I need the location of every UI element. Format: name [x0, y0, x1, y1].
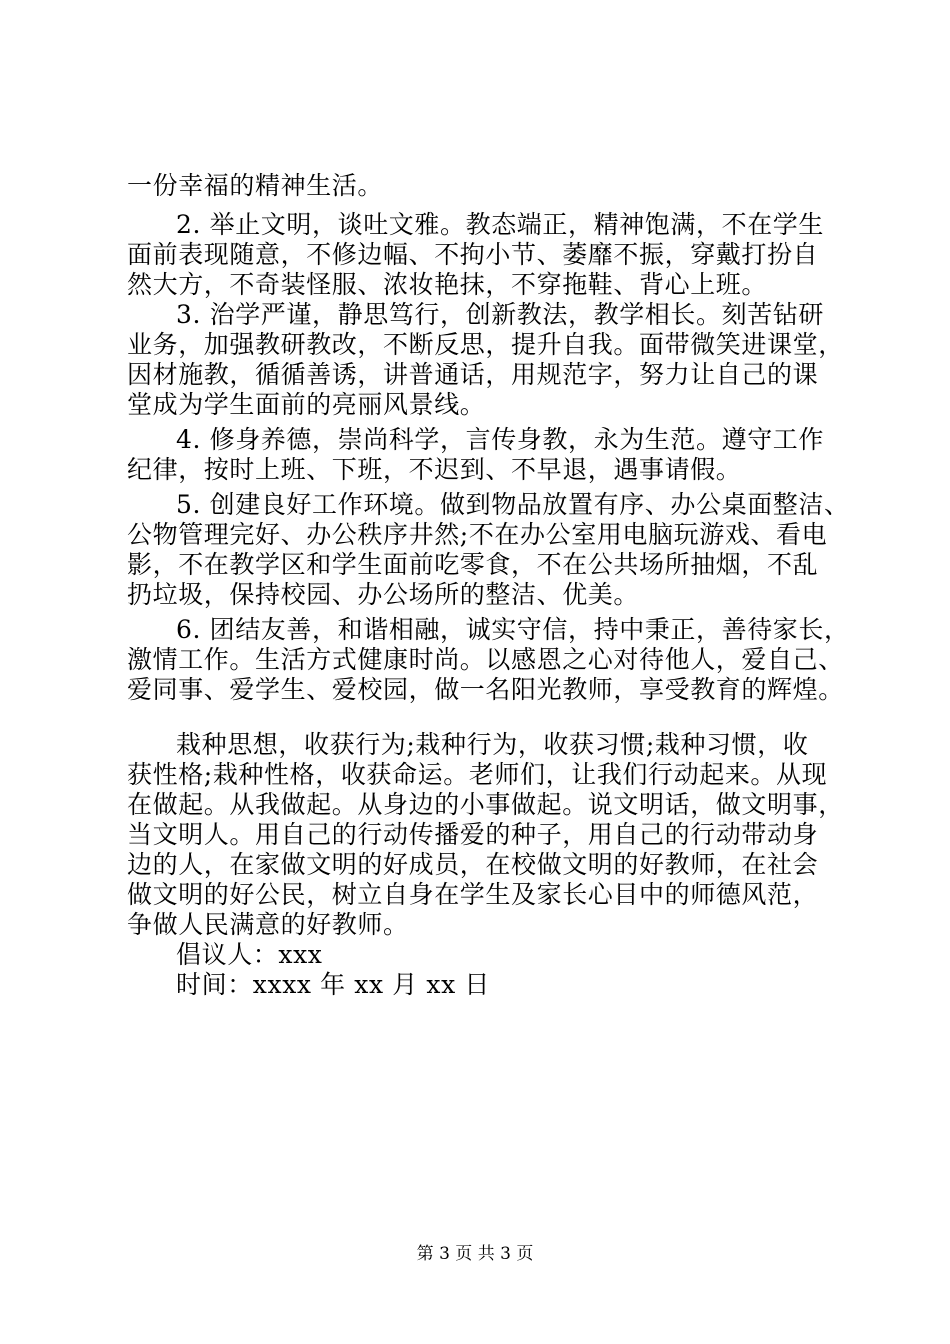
- page-number-footer: 第 3 页 共 3 页: [416, 1244, 534, 1264]
- item-2-line-1: 2. 举止文明，谈吐文雅。教态端正，精神饱满，不在学生: [176, 210, 825, 239]
- item-2-line-3: 然大方，不奇装怪服、浓妆艳抹，不穿拖鞋、背心上班。: [127, 270, 768, 299]
- item-3-line-2: 业务，加强教研教改，不断反思，提升自我。面带微笑进课堂，: [127, 330, 844, 359]
- closing-line-3: 在做起。从我做起。从身边的小事做起。说文明话，做文明事，: [127, 790, 844, 819]
- item-5-line-3: 影，不在教学区和学生面前吃零食，不在公共场所抽烟，不乱: [127, 550, 819, 579]
- closing-line-7: 争做人民满意的好教师。: [127, 910, 409, 939]
- closing-line-5: 边的人，在家做文明的好成员，在校做文明的好教师，在社会: [127, 850, 819, 879]
- item-5-line-2: 公物管理完好、办公秩序井然;不在办公室用电脑玩游戏、看电: [127, 520, 828, 549]
- item-3-line-4: 堂成为学生面前的亮丽风景线。: [127, 390, 486, 419]
- date-line: 时间：xxxx 年 xx 月 xx 日: [176, 970, 490, 999]
- initiator-line: 倡议人：xxx: [176, 940, 323, 969]
- closing-line-1: 栽种思想，收获行为;栽种行为，收获习惯;栽种习惯，收: [176, 730, 809, 759]
- closing-line-2: 获性格;栽种性格，收获命运。老师们，让我们行动起来。从现: [127, 760, 828, 789]
- closing-line-4: 当文明人。用自己的行动传播爱的种子，用自己的行动带动身: [127, 820, 819, 849]
- item-5-line-1: 5. 创建良好工作环境。做到物品放置有序、办公桌面整洁、: [176, 490, 850, 519]
- text-line-1: 一份幸福的精神生活。: [127, 171, 384, 200]
- item-3-line-1: 3. 治学严谨，静思笃行，创新教法，教学相长。刻苦钻研: [176, 300, 825, 329]
- item-6-line-2: 激情工作。生活方式健康时尚。以感恩之心对待他人，爱自己、: [127, 645, 844, 674]
- item-6-line-3: 爱同事、爱学生、爱校园，做一名阳光教师，享受教育的辉煌。: [127, 675, 844, 704]
- item-3-line-3: 因材施教，循循善诱，讲普通话，用规范字，努力让自己的课: [127, 360, 819, 389]
- item-5-line-4: 扔垃圾，保持校园、办公场所的整洁、优美。: [127, 580, 640, 609]
- item-2-line-2: 面前表现随意，不修边幅、不拘小节、萎靡不振，穿戴打扮自: [127, 240, 819, 269]
- closing-line-6: 做文明的好公民，树立自身在学生及家长心目中的师德风范，: [127, 880, 819, 909]
- item-4-line-1: 4. 修身养德，崇尚科学，言传身教，永为生范。遵守工作: [176, 425, 825, 454]
- item-6-line-1: 6. 团结友善，和谐相融，诚实守信，持中秉正，善待家长，: [176, 615, 850, 644]
- item-4-line-2: 纪律，按时上班、下班，不迟到、不早退，遇事请假。: [127, 455, 742, 484]
